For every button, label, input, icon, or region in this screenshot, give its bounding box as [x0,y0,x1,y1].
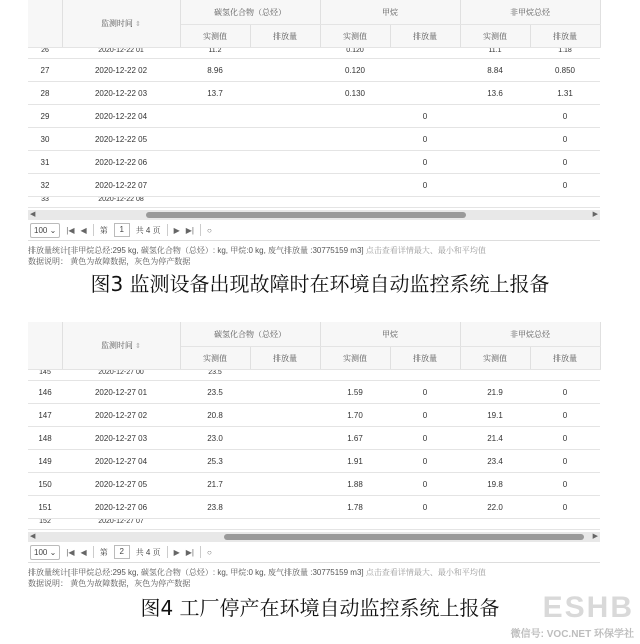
emission-summary: 排放量统计[非甲烷总烃:295 kg, 碳氢化合物（总烃）: kg, 甲烷:0 kg, 废气排放量 :30775159 m3] 点击查看详情最大、最小和平均值 [28,246,486,255]
value-cell: 1.18 [530,48,600,59]
value-cell: 21.7 [180,473,250,496]
horizontal-scrollbar[interactable] [28,210,600,220]
page-size-select[interactable]: 100 ⌄ [30,223,60,238]
value-cell [390,197,460,208]
row-number-cell: 30 [28,128,62,151]
table-row[interactable] [28,381,600,404]
value-cell: 0 [530,404,600,427]
table-row[interactable] [28,496,600,519]
row-number-cell: 29 [28,105,62,128]
value-cell: 13.7 [180,82,250,105]
value-cell: 0.120 [320,59,390,82]
sub-header[interactable]: 排放量 [530,25,600,48]
detail-link[interactable]: 点击查看详情最大、最小和平均值 [365,568,486,577]
row-number-cell: 148 [28,427,62,450]
divider [167,224,168,236]
divider [200,546,201,558]
table-row[interactable] [28,59,600,82]
value-cell [460,519,530,530]
time-cell: 2020-12-27 05 [62,473,180,496]
sub-header[interactable]: 实测值 [460,25,530,48]
value-cell: 1.59 [320,381,390,404]
value-cell: 19.1 [460,404,530,427]
table-row[interactable] [28,427,600,450]
time-cell: 2020-12-27 06 [62,496,180,519]
time-cell: 2020-12-22 08 [62,197,180,208]
value-cell [250,82,320,105]
value-cell [320,128,390,151]
group-header-thc: 碳氢化合物（总烃） [180,322,320,347]
value-cell [250,450,320,473]
time-cell: 2020-12-22 02 [62,59,180,82]
divider [167,546,168,558]
sub-header[interactable]: 实测值 [180,25,250,48]
table-row[interactable] [28,174,600,197]
sub-header[interactable]: 排放量 [530,347,600,370]
value-cell [250,174,320,197]
sub-header[interactable]: 实测值 [320,25,390,48]
emission-summary: 排放量统计[非甲烷总烃:295 kg, 碳氢化合物（总烃）: kg, 甲烷:0 kg, 废气排放量 :30775159 m3] 点击查看详情最大、最小和平均值 [28,568,486,577]
figure3-table [28,0,601,208]
figure4-pager [28,542,600,563]
watermark-logo: ESHB 微信号: VOC.NET 环保学社 [510,591,634,640]
table-row[interactable] [28,151,600,174]
time-header[interactable]: 监测时间 ⇕ [62,322,180,370]
value-cell [250,427,320,450]
row-number-cell: 31 [28,151,62,174]
sub-header[interactable]: 排放量 [250,25,320,48]
value-cell [320,370,390,381]
row-number-cell: 147 [28,404,62,427]
group-header-methane: 甲烷 [320,0,460,25]
value-cell: 0 [390,128,460,151]
row-number-cell: 152 [28,519,62,530]
value-cell: 1.78 [320,496,390,519]
value-cell: 0 [390,427,460,450]
value-cell [250,404,320,427]
value-cell [250,370,320,381]
time-cell: 2020-12-22 05 [62,128,180,151]
row-number-cell: 150 [28,473,62,496]
value-cell: 23.5 [180,370,250,381]
page-label: 第 [99,225,108,235]
value-cell: 22.0 [460,496,530,519]
group-header-nmhc: 非甲烷总烃 [460,322,600,347]
row-number-cell: 28 [28,82,62,105]
page-total: 共 4 页 [135,225,161,235]
row-number-cell: 33 [28,197,62,208]
value-cell [250,128,320,151]
value-cell: 0 [390,105,460,128]
value-cell [320,105,390,128]
table-row[interactable] [28,450,600,473]
value-cell: 0 [530,381,600,404]
last-page-icon[interactable]: ▶| [185,547,194,557]
value-cell: 0 [530,105,600,128]
data-legend: 数据说明： 黄色为故障数据，灰色为停产数据 [28,257,191,266]
horizontal-scrollbar[interactable] [28,532,600,542]
last-page-icon[interactable]: ▶| [185,225,194,235]
sub-header[interactable]: 排放量 [390,25,460,48]
table-row[interactable] [28,197,600,208]
table-row[interactable] [28,82,600,105]
value-cell [250,151,320,174]
time-cell: 2020-12-27 02 [62,404,180,427]
page-total: 共 4 页 [135,547,161,557]
scrollbar-thumb[interactable] [224,534,584,540]
page-size-select[interactable]: 100 ⌄ [30,545,60,560]
time-cell: 2020-12-22 01 [62,48,180,59]
value-cell: 1.67 [320,427,390,450]
value-cell [390,48,460,59]
scroll-right-icon[interactable]: ▶ [592,533,598,540]
scroll-left-icon[interactable]: ◀ [30,533,36,540]
value-cell: 8.96 [180,59,250,82]
figure3-pager [28,220,600,241]
table-row[interactable] [28,404,600,427]
value-cell [530,519,600,530]
page-number-input[interactable]: 1 [114,223,130,237]
value-cell: 20.8 [180,404,250,427]
value-cell: 11.2 [180,48,250,59]
value-cell: 25.3 [180,450,250,473]
time-cell: 2020-12-27 01 [62,381,180,404]
value-cell [460,197,530,208]
value-cell: 19.8 [460,473,530,496]
value-cell [320,519,390,530]
scrollbar-thumb[interactable] [146,212,466,218]
value-cell [530,370,600,381]
row-number-cell: 149 [28,450,62,473]
row-number-cell: 145 [28,370,62,381]
value-cell: 0 [390,174,460,197]
value-cell: 1.70 [320,404,390,427]
group-header-methane: 甲烷 [320,322,460,347]
value-cell [460,151,530,174]
value-cell: 0 [530,128,600,151]
value-cell [250,105,320,128]
time-cell: 2020-12-27 00 [62,370,180,381]
value-cell [390,82,460,105]
scroll-left-icon[interactable]: ◀ [30,211,36,218]
detail-link[interactable]: 点击查看详情最大、最小和平均值 [365,246,486,255]
value-cell: 0 [530,427,600,450]
value-cell: 0 [530,174,600,197]
value-cell: 0 [530,450,600,473]
row-number-cell: 151 [28,496,62,519]
value-cell [460,105,530,128]
refresh-icon[interactable]: ○ [206,547,212,557]
value-cell [250,496,320,519]
figure4-caption: 图4 工厂停产在环境自动监控系统上报备 [140,596,500,620]
figure3-caption: 图3 监测设备出现故障时在环境自动监控系统上报备 [90,272,550,296]
next-page-icon[interactable]: ▶ [173,547,180,557]
time-cell: 2020-12-22 04 [62,105,180,128]
value-cell: 23.0 [180,427,250,450]
time-cell: 2020-12-27 03 [62,427,180,450]
value-cell [250,197,320,208]
row-number-cell: 32 [28,174,62,197]
table-row[interactable] [28,519,600,530]
value-cell: 0 [530,151,600,174]
value-cell [180,128,250,151]
value-cell [250,473,320,496]
figure3-table-body [28,48,600,208]
time-cell: 2020-12-22 03 [62,82,180,105]
figure4-table [28,322,601,530]
value-cell: 0.120 [320,48,390,59]
value-cell [530,197,600,208]
time-cell: 2020-12-22 06 [62,151,180,174]
divider [93,224,94,236]
figure4-panel [28,322,600,590]
time-cell: 2020-12-22 07 [62,174,180,197]
table-row[interactable] [28,128,600,151]
value-cell [180,174,250,197]
value-cell [460,174,530,197]
value-cell [250,48,320,59]
value-cell: 0 [390,381,460,404]
sub-header[interactable]: 排放量 [250,347,320,370]
refresh-icon[interactable]: ○ [206,225,212,235]
value-cell: 23.4 [460,450,530,473]
value-cell [320,174,390,197]
value-cell [250,59,320,82]
sub-header[interactable]: 实测值 [460,347,530,370]
value-cell: 1.31 [530,82,600,105]
value-cell: 21.9 [460,381,530,404]
value-cell [250,519,320,530]
row-number-cell: 146 [28,381,62,404]
table-row[interactable] [28,105,600,128]
group-header-thc: 碳氢化合物（总烃） [180,0,320,25]
value-cell: 0 [390,404,460,427]
page-number-input[interactable]: 2 [114,545,130,559]
row-number-cell: 26 [28,48,62,59]
first-page-icon[interactable]: |◀ [66,225,75,235]
figure3-panel [28,0,600,266]
value-cell [180,519,250,530]
value-cell [180,105,250,128]
sub-header[interactable]: 实测值 [180,347,250,370]
figure4-table-body [28,370,600,530]
value-cell: 21.4 [460,427,530,450]
table-row[interactable] [28,370,600,381]
sub-header[interactable]: 实测值 [320,347,390,370]
value-cell [390,370,460,381]
value-cell: 0 [390,151,460,174]
value-cell [460,128,530,151]
row-number-header [28,0,62,48]
time-header[interactable]: 监测时间 ⇕ [62,0,180,48]
value-cell: 11.1 [460,48,530,59]
value-cell: 8.84 [460,59,530,82]
group-header-nmhc: 非甲烷总烃 [460,0,600,25]
value-cell [320,151,390,174]
value-cell [250,381,320,404]
value-cell: 0.130 [320,82,390,105]
value-cell [390,59,460,82]
value-cell: 13.6 [460,82,530,105]
row-number-header [28,322,62,370]
page-label: 第 [99,547,108,557]
value-cell: 0 [390,473,460,496]
value-cell: 0 [530,473,600,496]
sub-header[interactable]: 排放量 [390,347,460,370]
value-cell [180,197,250,208]
value-cell [320,197,390,208]
value-cell: 1.91 [320,450,390,473]
divider [93,546,94,558]
value-cell: 0 [530,496,600,519]
value-cell [390,519,460,530]
value-cell: 23.8 [180,496,250,519]
divider [200,224,201,236]
scroll-right-icon[interactable]: ▶ [592,211,598,218]
value-cell [460,370,530,381]
time-cell: 2020-12-27 04 [62,450,180,473]
table-row[interactable] [28,473,600,496]
value-cell: 0 [390,496,460,519]
value-cell: 1.88 [320,473,390,496]
next-page-icon[interactable]: ▶ [173,225,180,235]
value-cell: 0.850 [530,59,600,82]
first-page-icon[interactable]: |◀ [66,547,75,557]
data-legend: 数据说明： 黄色为故障数据，灰色为停产数据 [28,579,191,588]
row-number-cell: 27 [28,59,62,82]
value-cell: 23.5 [180,381,250,404]
prev-page-icon[interactable]: ◀ [80,547,87,557]
value-cell [180,151,250,174]
time-cell: 2020-12-27 07 [62,519,180,530]
prev-page-icon[interactable]: ◀ [80,225,87,235]
value-cell: 0 [390,450,460,473]
table-row[interactable] [28,48,600,59]
